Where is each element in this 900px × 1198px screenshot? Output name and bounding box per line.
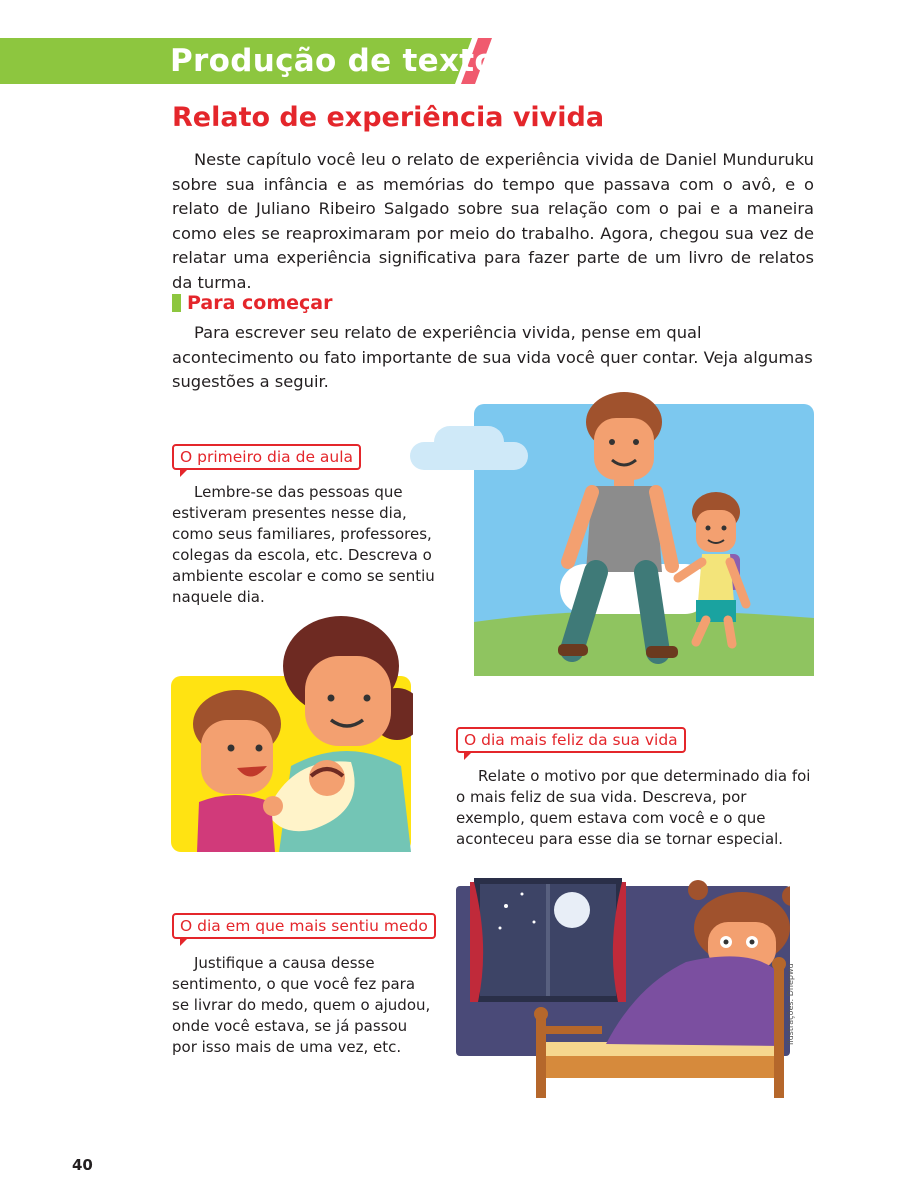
suggestion-label-text: O dia mais feliz da sua vida xyxy=(456,727,686,753)
page-number: 40 xyxy=(72,1156,93,1174)
suggestion-text-happiest-day: Relate o motivo por que determinado dia foi o mais feliz de sua vida. Descreva, por exemplo, quem estava com você e o que aconteceu para esse dia se tornar especial. xyxy=(456,767,811,848)
callout-tail-icon xyxy=(180,937,189,946)
suggestion-label-text: O dia em que mais sentiu medo xyxy=(172,913,436,939)
callout-tail-icon xyxy=(464,751,473,760)
page-title: Relato de experiência vivida xyxy=(172,102,605,133)
callout-tail-icon xyxy=(180,468,189,477)
intro-paragraph: Neste capítulo você leu o relato de experiência vivida de Daniel Munduruku sobre sua infância e as memórias do tempo que passava com o avô, e o relato de Juliano Ribeiro Salgado sobre sua relação com o pai e a maneira como eles se reaproximaram por meio do trabalho. Agora, chegou sua vez de relatar uma experiência significativa para fazer parte de um livro de relatos da turma. xyxy=(172,150,814,292)
suggestion-text-scariest-day: Justifique a causa desse sentimento, o que você fez para se livrar do medo, quem o ajudou, onde você estava, se já passou por isso mais de uma vez, etc. xyxy=(172,954,431,1056)
suggestion-label-text: O primeiro dia de aula xyxy=(172,444,361,470)
subsection-title: Para começar xyxy=(187,292,333,314)
illustration-credit: Ilustrações: Dnepwu xyxy=(786,963,795,1045)
subsection-paragraph: Para escrever seu relato de experiência vivida, pense em qual acontecimento ou fato importante de sua vida você quer contar. Veja algumas sugestões a seguir. xyxy=(172,323,813,391)
father-son-walking-illustration xyxy=(410,382,814,676)
suggestion-text-first-day: Lembre-se das pessoas que estiveram presentes nesse dia, como seus familiares, professores, colegas da escola, etc. Descreva o ambiente escolar e como se sentiu naquele dia. xyxy=(172,483,435,606)
scared-girl-bed-illustration xyxy=(456,866,790,1098)
section-title: Produção de texto xyxy=(170,43,497,79)
mother-baby-child-illustration xyxy=(171,616,413,852)
subsection-marker-icon xyxy=(172,294,181,312)
